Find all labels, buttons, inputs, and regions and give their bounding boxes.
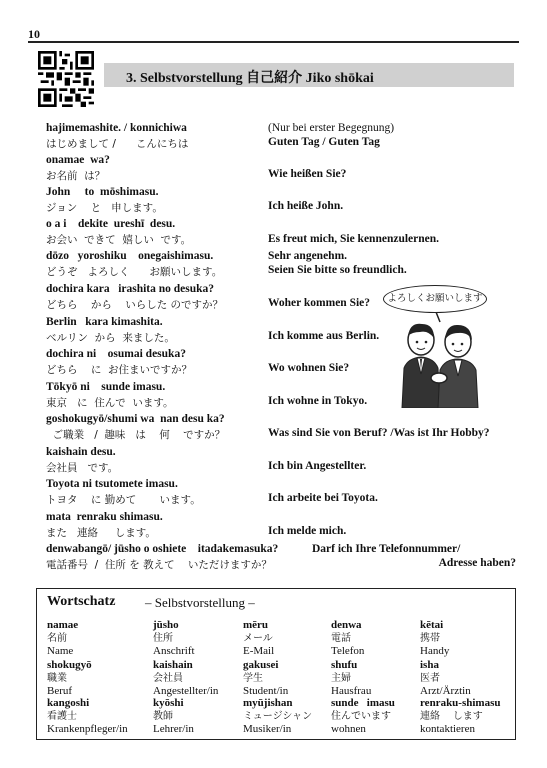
romaji-text: Toyota ni tsutomete imasu.	[46, 478, 178, 490]
vocab-entry: kaishain 会社員 Angestellter/in	[153, 659, 219, 697]
dialog-row	[46, 122, 516, 152]
vocab-entry: renraku-shimasu 連絡 します kontaktieren	[420, 697, 501, 735]
japanese-text: トヨタ に 勤めて います。	[46, 494, 201, 506]
dialog-row	[46, 478, 516, 508]
german-text: Es freut mich, Sie kennenzulernen.	[268, 233, 440, 245]
romaji-text: John to mōshimasu.	[46, 186, 159, 198]
german-text: Ich arbeite bei Toyota.	[268, 492, 378, 504]
japanese-text: 会社員 です。	[46, 462, 119, 474]
german-text: Adresse haben?	[438, 557, 516, 569]
japanese-text: お名前 は？	[46, 170, 106, 182]
romaji-text: onamae wa?	[46, 154, 110, 166]
dialog-row	[46, 154, 516, 184]
dialog-row	[46, 250, 516, 280]
vocab-entry: namae 名前 Name	[47, 619, 79, 657]
vocab-entry: kyōshi 教師 Lehrer/in	[153, 697, 194, 735]
romaji-text: hajimemashite. / konnichiwa	[46, 122, 187, 134]
vocab-entry: kangoshi 看護士 Krankenpfleger/in	[47, 697, 128, 735]
romaji-text: kaishain desu.	[46, 446, 116, 458]
vocabulary-title: Wortschatz	[47, 594, 116, 609]
dialog-row	[46, 186, 516, 216]
german-text: Seien Sie bitte so freundlich.	[268, 264, 407, 276]
dialog-row	[46, 511, 516, 541]
german-text: Ich komme aus Berlin.	[268, 330, 380, 342]
dialog-row	[46, 543, 516, 573]
japanese-text: 電話番号 / 住所 を 教えて いただけますか？	[46, 559, 272, 571]
romaji-text: denwabangō/ jūsho o oshiete itadakemasuka?	[46, 543, 279, 555]
german-text: Darf ich Ihre Telefonnummer/	[312, 543, 461, 555]
romaji-text: mata renraku shimasu.	[46, 511, 163, 523]
japanese-text: どちら に お住まいですか？	[46, 364, 193, 376]
japanese-text: どうぞ よろしく お願いします。	[46, 266, 223, 278]
dialog-row	[46, 446, 516, 476]
romaji-text: Tōkyō ni sunde imasu.	[46, 381, 166, 393]
german-text: Ich melde mich.	[268, 525, 347, 537]
section-title: 3. Selbstvorstellung 自己紹介 Jiko shōkai	[126, 71, 374, 86]
german-text: Guten Tag / Guten Tag	[268, 136, 380, 148]
japanese-text: ジョン と 申します。	[46, 202, 163, 214]
qr-code-icon[interactable]	[38, 51, 94, 107]
romaji-text: dochira kara irashita no desuka?	[46, 283, 215, 295]
vocab-entry: gakusei 学生 Student/in	[243, 659, 289, 697]
japanese-text: お会い できて 嬉しい です。	[46, 234, 192, 246]
section-title-bar	[104, 63, 514, 87]
handshake-illustration	[388, 312, 488, 408]
romaji-text: dōzo yoroshiku onegaishimasu.	[46, 250, 214, 262]
vocab-entry: shokugyō 職業 Beruf	[47, 659, 92, 697]
japanese-text: はじめまして / こんにちは	[46, 138, 189, 150]
vocab-entry: jūsho 住所 Anschrift	[153, 619, 195, 657]
vocabulary-subtitle: – Selbstvorstellung –	[145, 595, 255, 610]
japanese-text: 東京 に 住んで います。	[46, 397, 174, 409]
romaji-text: dochira ni osumai desuka?	[46, 348, 186, 360]
vocab-entry: kētai 携帯 Handy	[420, 619, 450, 657]
romaji-text: o a i dekite ureshī desu.	[46, 218, 176, 230]
dialog-row	[46, 218, 516, 248]
german-text: Ich wohne in Tokyo.	[268, 395, 368, 407]
dialog-row	[46, 413, 516, 443]
german-text: Ich heiße John.	[268, 200, 344, 212]
vocab-entry: myūjishan ミュージシャン Musiker/in	[243, 697, 313, 735]
speech-bubble: よろしくお願いします	[383, 285, 487, 313]
german-text: Wie heißen Sie?	[268, 168, 347, 180]
german-text: Woher kommen Sie?	[268, 297, 371, 309]
german-note: (Nur bei erster Begegnung)	[268, 122, 395, 134]
german-text: Ich bin Angestellter.	[268, 460, 367, 472]
japanese-text: また 連絡 します。	[46, 527, 156, 539]
vocab-entry: denwa 電話 Telefon	[331, 619, 365, 657]
japanese-text: ベルリン から 来ました。	[46, 332, 175, 344]
romaji-text: Berlin kara kimashita.	[46, 316, 163, 328]
vocab-entry: mēru メール E-Mail	[243, 619, 275, 657]
vocabulary-box	[36, 588, 516, 740]
german-text: Sehr angenehm.	[268, 250, 348, 262]
vocab-entry: isha 医者 Arzt/Ärztin	[420, 659, 471, 697]
vocab-entry: sunde imasu 住んでいます wohnen	[331, 697, 395, 735]
vocab-entry: shufu 主婦 Hausfrau	[331, 659, 372, 697]
romaji-text: goshokugyō/shumi wa nan desu ka?	[46, 413, 225, 425]
page-number: 10	[28, 27, 40, 41]
header-rule	[28, 41, 519, 43]
japanese-text: ご職業 / 趣味 は 何 ですか？	[46, 429, 226, 441]
german-text: Was sind Sie von Beruf? /Was ist Ihr Hobby?	[268, 427, 490, 439]
german-text: Wo wohnen Sie?	[268, 362, 350, 374]
japanese-text: どちら から いらした のですか？	[46, 299, 224, 311]
